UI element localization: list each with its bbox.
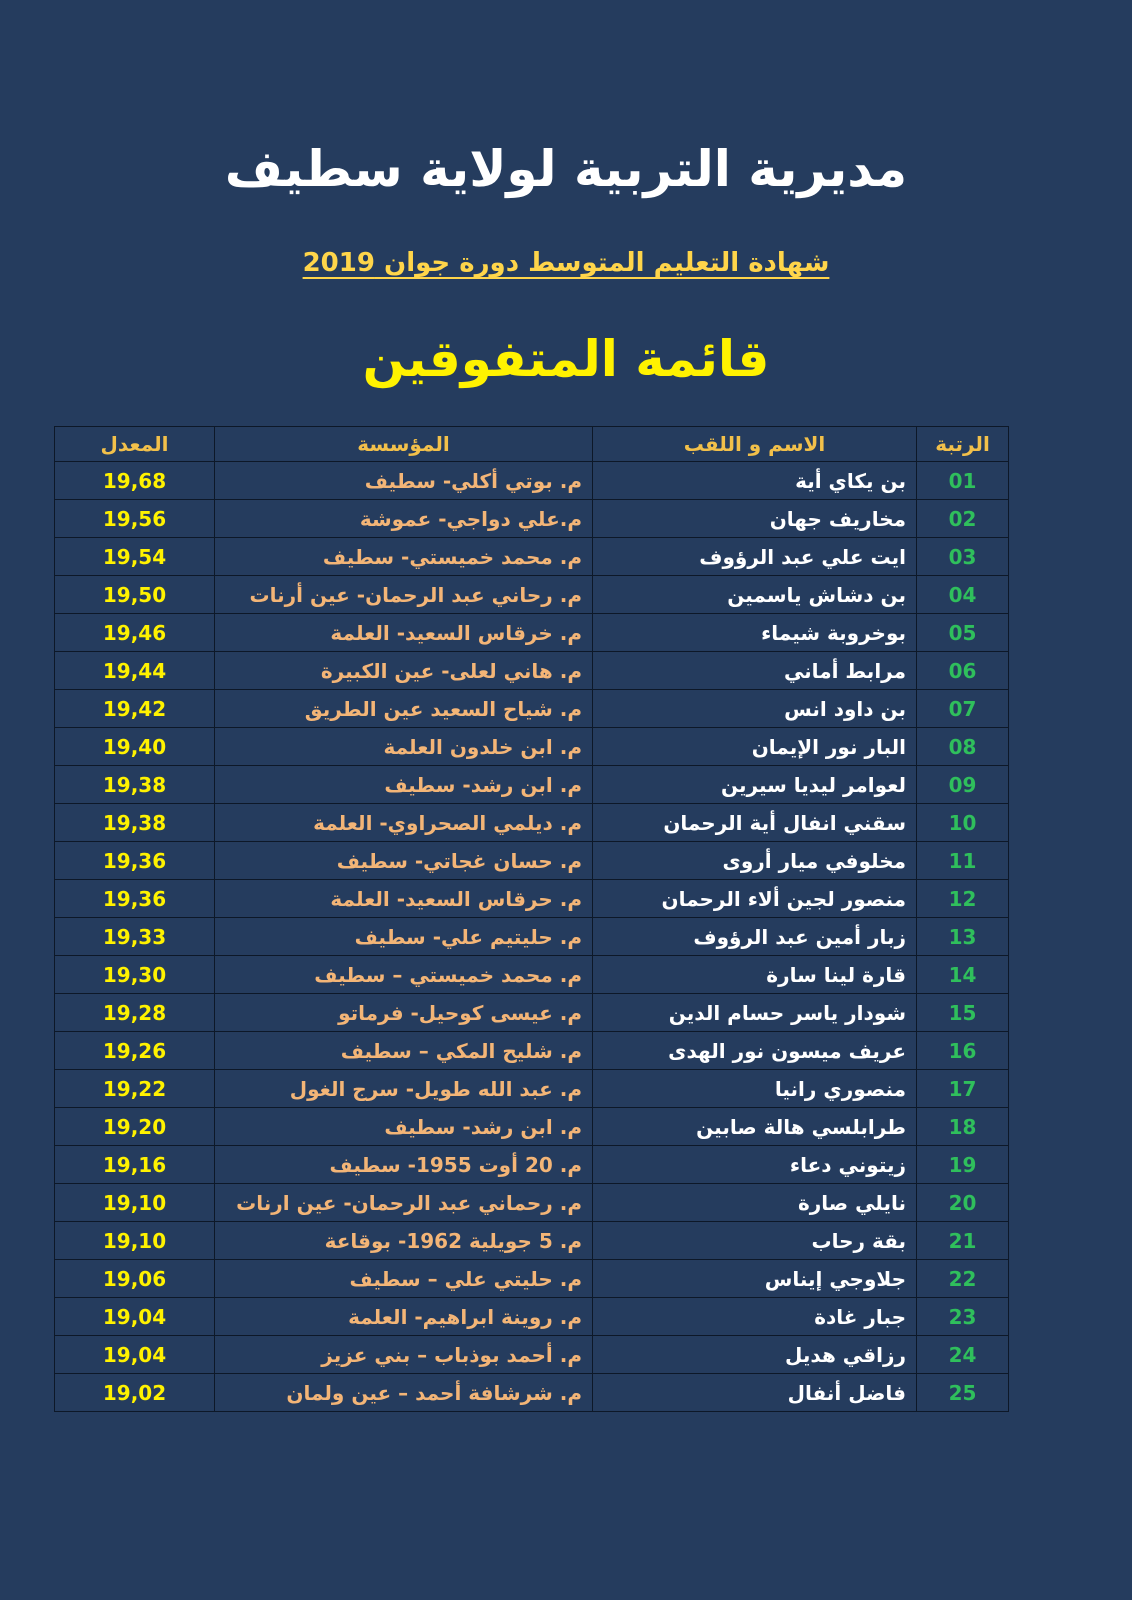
student-name-cell: عريف ميسون نور الهدى	[593, 1032, 917, 1070]
school-cell: م. حسان غجاتي- سطيف	[215, 842, 593, 880]
school-cell: م. محمد خميستي- سطيف	[215, 538, 593, 576]
table-row	[55, 1184, 1009, 1222]
average-cell: 19,56	[55, 500, 215, 538]
average-cell: 19,16	[55, 1146, 215, 1184]
table-row	[55, 1146, 1009, 1184]
table-row	[55, 690, 1009, 728]
table-row	[55, 804, 1009, 842]
average-cell: 19,68	[55, 462, 215, 500]
school-cell: م. حرقاس السعيد- العلمة	[215, 880, 593, 918]
average-cell: 19,40	[55, 728, 215, 766]
rank-cell: 12	[917, 880, 1009, 918]
column-header-school: المؤسسة	[215, 427, 593, 462]
student-name-cell: منصور لجين ألاء الرحمان	[593, 880, 917, 918]
table-row	[55, 994, 1009, 1032]
student-name-cell: زيتوني دعاء	[593, 1146, 917, 1184]
average-cell: 19,26	[55, 1032, 215, 1070]
rank-cell: 07	[917, 690, 1009, 728]
school-cell: م. ابن رشد- سطيف	[215, 766, 593, 804]
table-row	[55, 576, 1009, 614]
rank-cell: 09	[917, 766, 1009, 804]
school-cell: م. شليح المكي – سطيف	[215, 1032, 593, 1070]
student-name-cell: قارة لينا سارة	[593, 956, 917, 994]
table-row	[55, 880, 1009, 918]
school-cell: م. شياح السعيد عين الطريق	[215, 690, 593, 728]
average-cell: 19,10	[55, 1222, 215, 1260]
table-row	[55, 1298, 1009, 1336]
rank-cell: 15	[917, 994, 1009, 1032]
rank-cell: 18	[917, 1108, 1009, 1146]
student-name-cell: لعوامر ليديا سيرين	[593, 766, 917, 804]
table-row	[55, 728, 1009, 766]
column-header-average: المعدل	[55, 427, 215, 462]
column-header-name: الاسم و اللقب	[593, 427, 917, 462]
rank-cell: 17	[917, 1070, 1009, 1108]
school-cell: م. هاني لعلى- عين الكبيرة	[215, 652, 593, 690]
table-row	[55, 1374, 1009, 1412]
student-name-cell: بوخروبة شيماء	[593, 614, 917, 652]
rank-cell: 05	[917, 614, 1009, 652]
student-name-cell: مخاريف جهان	[593, 500, 917, 538]
table-row	[55, 538, 1009, 576]
rank-cell: 13	[917, 918, 1009, 956]
rank-cell: 22	[917, 1260, 1009, 1298]
average-cell: 19,02	[55, 1374, 215, 1412]
student-name-cell: زبار أمين عبد الرؤوف	[593, 918, 917, 956]
table-row	[55, 462, 1009, 500]
average-cell: 19,22	[55, 1070, 215, 1108]
school-cell: م. 5 جويلية 1962- بوقاعة	[215, 1222, 593, 1260]
average-cell: 19,04	[55, 1336, 215, 1374]
rank-cell: 08	[917, 728, 1009, 766]
average-cell: 19,46	[55, 614, 215, 652]
table-row	[55, 766, 1009, 804]
rank-cell: 20	[917, 1184, 1009, 1222]
average-cell: 19,44	[55, 652, 215, 690]
page-title: مديرية التربية لولاية سطيف	[224, 140, 908, 198]
average-cell: 19,20	[55, 1108, 215, 1146]
student-name-cell: بن يكاي أية	[593, 462, 917, 500]
school-cell: م. حليتي علي – سطيف	[215, 1260, 593, 1298]
student-name-cell: منصوري رانيا	[593, 1070, 917, 1108]
average-cell: 19,38	[55, 804, 215, 842]
school-cell: م. ديلمي الصحراوي- العلمة	[215, 804, 593, 842]
average-cell: 19,33	[55, 918, 215, 956]
average-cell: 19,28	[55, 994, 215, 1032]
rank-cell: 19	[917, 1146, 1009, 1184]
average-cell: 19,36	[55, 842, 215, 880]
student-name-cell: شودار ياسر حسام الدين	[593, 994, 917, 1032]
average-cell: 19,38	[55, 766, 215, 804]
top-students-table	[54, 426, 1009, 1412]
school-cell: م. عيسى كوحيل- فرماتو	[215, 994, 593, 1032]
list-heading: قائمة المتفوقين	[362, 330, 770, 388]
average-cell: 19,30	[55, 956, 215, 994]
table-row	[55, 652, 1009, 690]
rank-cell: 06	[917, 652, 1009, 690]
rank-cell: 11	[917, 842, 1009, 880]
student-name-cell: بقة رحاب	[593, 1222, 917, 1260]
school-cell: م. روينة ابراهيم- العلمة	[215, 1298, 593, 1336]
school-cell: م. حليتيم علي- سطيف	[215, 918, 593, 956]
school-cell: م. 20 أوت 1955- سطيف	[215, 1146, 593, 1184]
table-row	[55, 918, 1009, 956]
table-row	[55, 1108, 1009, 1146]
student-name-cell: مرابط أماني	[593, 652, 917, 690]
exam-subtitle-text: شهادة التعليم المتوسط دورة جوان 2019	[302, 248, 830, 278]
average-cell: 19,50	[55, 576, 215, 614]
table-row	[55, 1222, 1009, 1260]
table-row	[55, 842, 1009, 880]
rank-cell: 10	[917, 804, 1009, 842]
table-row	[55, 1032, 1009, 1070]
school-cell: م. رحاني عبد الرحمان- عين أرنات	[215, 576, 593, 614]
rank-cell: 14	[917, 956, 1009, 994]
average-cell: 19,36	[55, 880, 215, 918]
school-cell: م. عبد الله طويل- سرج الغول	[215, 1070, 593, 1108]
student-name-cell: مخلوفي ميار أروى	[593, 842, 917, 880]
rank-cell: 25	[917, 1374, 1009, 1412]
school-cell: م. رحماني عبد الرحمان- عين ارنات	[215, 1184, 593, 1222]
rank-cell: 01	[917, 462, 1009, 500]
average-cell: 19,10	[55, 1184, 215, 1222]
average-cell: 19,06	[55, 1260, 215, 1298]
table-header-row	[55, 427, 1009, 462]
rank-cell: 21	[917, 1222, 1009, 1260]
school-cell: م. ابن خلدون العلمة	[215, 728, 593, 766]
student-name-cell: طرابلسي هالة صابين	[593, 1108, 917, 1146]
school-cell: م. أحمد بوذباب – بني عزيز	[215, 1336, 593, 1374]
rank-cell: 02	[917, 500, 1009, 538]
student-name-cell: جلاوجي إيناس	[593, 1260, 917, 1298]
school-cell: م.علي دواجي- عموشة	[215, 500, 593, 538]
student-name-cell: جبار غادة	[593, 1298, 917, 1336]
school-cell: م. خرقاس السعيد- العلمة	[215, 614, 593, 652]
table-row	[55, 614, 1009, 652]
school-cell: م. ابن رشد- سطيف	[215, 1108, 593, 1146]
table-row	[55, 1260, 1009, 1298]
table-row	[55, 956, 1009, 994]
rank-cell: 04	[917, 576, 1009, 614]
average-cell: 19,54	[55, 538, 215, 576]
school-cell: م. بوتي أكلي- سطيف	[215, 462, 593, 500]
rank-cell: 16	[917, 1032, 1009, 1070]
average-cell: 19,04	[55, 1298, 215, 1336]
rank-cell: 24	[917, 1336, 1009, 1374]
school-cell: م. شرشافة أحمد – عين ولمان	[215, 1374, 593, 1412]
exam-subtitle	[0, 248, 1132, 278]
school-cell: م. محمد خميستي – سطيف	[215, 956, 593, 994]
rank-cell: 23	[917, 1298, 1009, 1336]
table-row	[55, 1336, 1009, 1374]
student-name-cell: نايلي صارة	[593, 1184, 917, 1222]
student-name-cell: سقني انفال أية الرحمان	[593, 804, 917, 842]
column-header-rank: الرتبة	[917, 427, 1009, 462]
table-row	[55, 1070, 1009, 1108]
student-name-cell: بن دشاش ياسمين	[593, 576, 917, 614]
average-cell: 19,42	[55, 690, 215, 728]
student-name-cell: رزاقي هديل	[593, 1336, 917, 1374]
student-name-cell: بن داود انس	[593, 690, 917, 728]
student-name-cell: فاضل أنفال	[593, 1374, 917, 1412]
student-name-cell: البار نور الإيمان	[593, 728, 917, 766]
table-row	[55, 500, 1009, 538]
student-name-cell: ايت علي عبد الرؤوف	[593, 538, 917, 576]
rank-cell: 03	[917, 538, 1009, 576]
